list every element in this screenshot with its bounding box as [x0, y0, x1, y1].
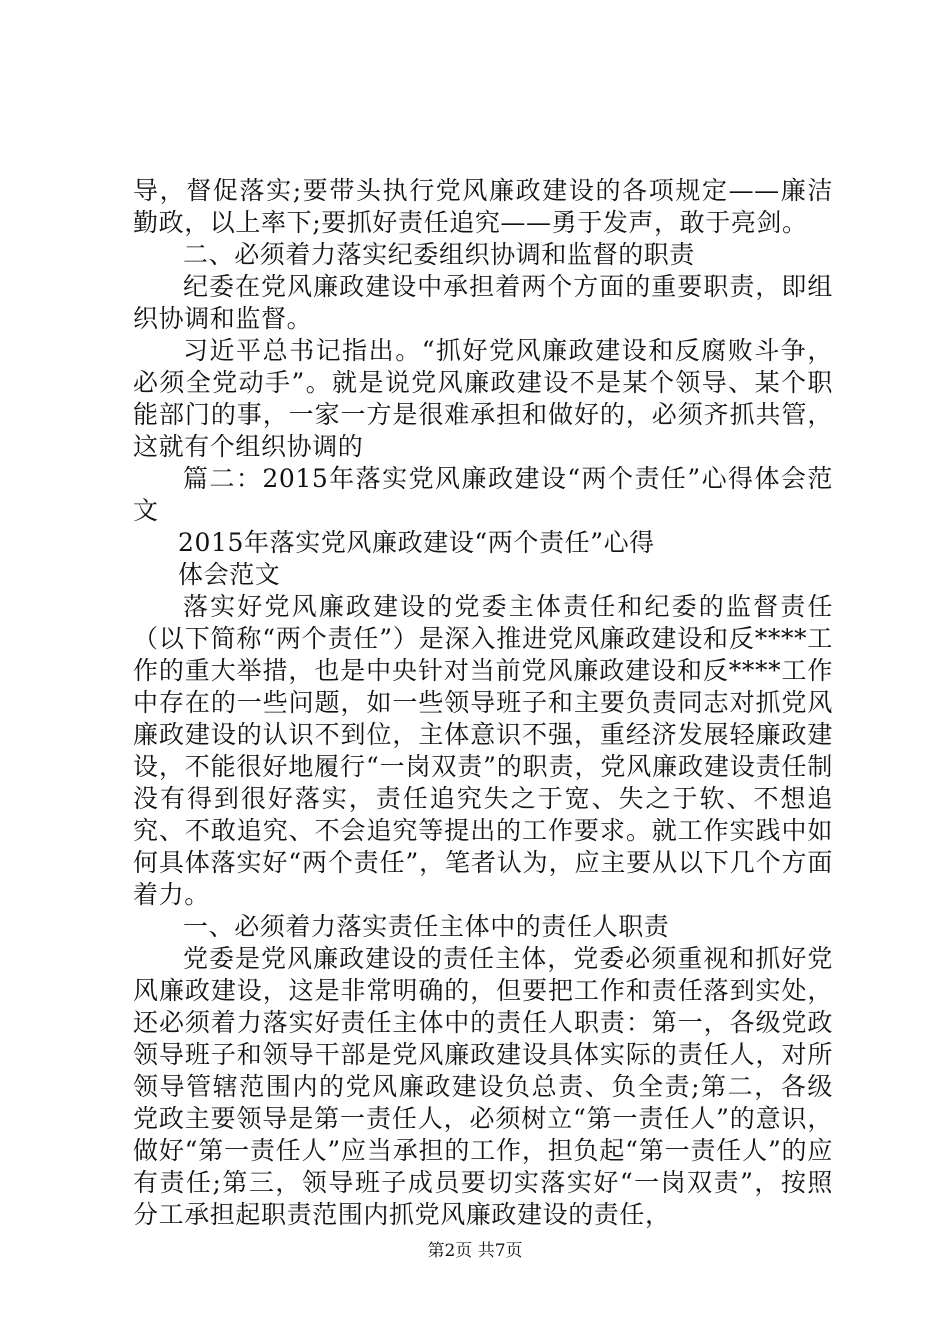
paragraph: 落实好党风廉政建设的党委主体责任和纪委的监督责任（以下简称“两个责任”）是深入推进党风廉政建设和反****工作的重大举措，也是中央针对当前党风廉政建设和反****工作中存在的一些问题，如一些领导班子和主要负责同志对抓党风廉政建设的认识不到位，主体意识不强，重经济发展轻廉政建设，不能很好地履行“一岗双责”的职责，党风廉政建设责任制没有得到很好落实，责任追究失之于宽、失之于软、不想追究、不敢追究、不会追究等提出的工作要求。就工作实践中如何具体落实好“两个责任”，笔者认为，应主要从以下几个方面着力。	[133, 592, 833, 909]
paragraph-continuation: 导，督促落实;要带头执行党风廉政建设的各项规定——廉洁勤政，以上率下;要抓好责任追究——勇于发声，敢于亮剑。	[133, 176, 833, 237]
section-heading-2: 二、必须着力落实纪委组织协调和监督的职责	[183, 240, 696, 269]
paragraph: 纪委在党风廉政建设中承担着两个方面的重要职责，即组织协调和监督。	[133, 272, 833, 333]
paragraph: 党委是党风廉政建设的责任主体，党委必须重视和抓好党风廉政建设，这是非常明确的，但要把工作和责任落到实处，还必须着力落实好责任主体中的责任人职责：第一，各级党政领导班子和领导干部是党风廉政建设具体实际的责任人，对所领导管辖范围内的党风廉政建设负总责、负全责;第二，各级党政主要领导是第一责任人，必须树立“第一责任人”的意识，做好“第一责任人”应当承担的工作，担负起“第一责任人”的应有责任;第三，领导班子成员要切实落实好“一岗双责”，按照分工承担起职责范围内抓党风廉政建设的责任，	[133, 944, 833, 1229]
article-heading: 篇二：2015年落实党风廉政建设“两个责任”心得体会范文	[133, 464, 833, 525]
page-number-footer: 第2页 共7页	[427, 1241, 523, 1261]
article-title-line-1: 2015年落实党风廉政建设“两个责任”心得	[178, 528, 655, 557]
paragraph: 习近平总书记指出。“抓好党风廉政建设和反腐败斗争，必须全党动手”。就是说党风廉政建设不是某个领导、某个职能部门的事，一家一方是很难承担和做好的，必须齐抓共管，这就有个组织协调的	[133, 336, 833, 461]
section-heading-1: 一、必须着力落实责任主体中的责任人职责	[183, 912, 670, 941]
document-body	[133, 175, 833, 1231]
article-title-line-2: 体会范文	[178, 560, 281, 589]
